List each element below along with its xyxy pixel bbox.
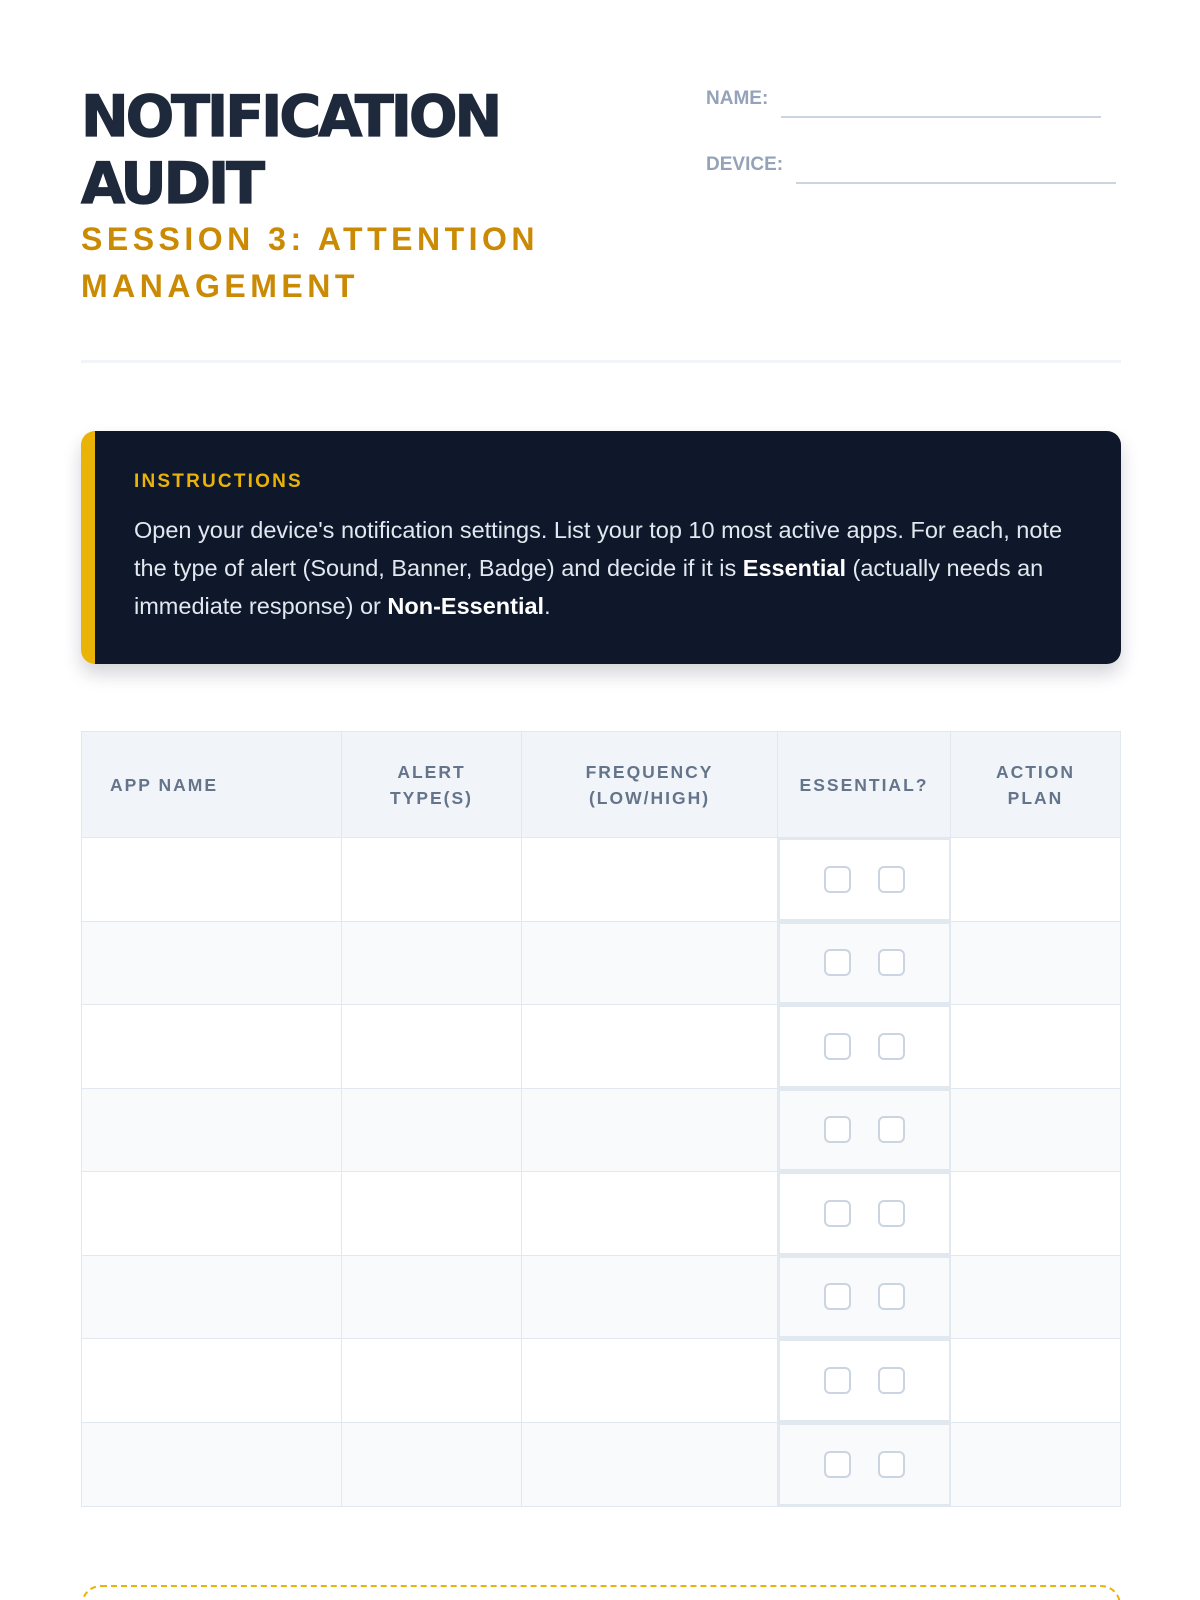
action-plan-cell[interactable] (951, 1172, 1120, 1255)
frequency-cell[interactable] (522, 1339, 778, 1422)
essential-cell (778, 1423, 951, 1507)
app-name-cell[interactable] (82, 838, 342, 921)
table-row (82, 838, 1120, 922)
essential-yes-checkbox[interactable] (824, 1116, 851, 1143)
essential-term: Essential (742, 555, 846, 581)
instructions-text-1: Open your device's notification settings. List your top 10 most active apps. For each, note the type of alert (Sound, Banner, Badge) and decide if it is (134, 517, 1063, 581)
essential-cell (778, 1256, 951, 1339)
alert-type-cell[interactable] (342, 1256, 522, 1339)
essential-no-checkbox[interactable] (878, 866, 905, 893)
header-action-plan (951, 732, 1120, 837)
header-essential (778, 732, 951, 837)
table-row (82, 1339, 1120, 1423)
alert-type-cell[interactable] (342, 1172, 522, 1255)
essential-yes-checkbox[interactable] (824, 1283, 851, 1310)
name-input-line[interactable] (781, 96, 1101, 118)
header-divider (81, 360, 1121, 363)
action-plan-cell[interactable] (951, 1089, 1120, 1172)
header-alert-line-2: TYPE(S) (389, 787, 474, 808)
action-plan-cell[interactable] (951, 922, 1120, 1005)
header-alert-line-1: ALERT (397, 761, 466, 782)
essential-no-checkbox[interactable] (878, 1200, 905, 1227)
action-plan-cell[interactable] (951, 1256, 1120, 1339)
frequency-cell[interactable] (522, 922, 778, 1005)
app-name-cell[interactable] (82, 1089, 342, 1172)
essential-cell (778, 838, 951, 921)
alert-type-cell[interactable] (342, 922, 522, 1005)
essential-no-checkbox[interactable] (878, 1283, 905, 1310)
alert-type-cell[interactable] (342, 1339, 522, 1422)
essential-yes-checkbox[interactable] (824, 1451, 851, 1478)
essential-yes-checkbox[interactable] (824, 1033, 851, 1060)
essential-no-checkbox[interactable] (878, 949, 905, 976)
essential-no-checkbox[interactable] (878, 1451, 905, 1478)
app-name-cell[interactable] (82, 1172, 342, 1255)
table-row (82, 1172, 1120, 1256)
reflection-box (81, 1585, 1121, 1600)
instructions-text-2: (actually needs an immediate response) or (134, 555, 1044, 619)
app-name-cell[interactable] (82, 1005, 342, 1088)
app-name-cell[interactable] (82, 1339, 342, 1422)
table-row (82, 1423, 1120, 1507)
alert-type-cell[interactable] (342, 838, 522, 921)
header-app-name (82, 732, 342, 837)
essential-no-checkbox[interactable] (878, 1033, 905, 1060)
title-line-2: AUDIT (81, 151, 263, 217)
non-essential-term: Non-Essential (387, 593, 545, 619)
subtitle-line-2: MANAGEMENT (81, 268, 359, 304)
essential-yes-checkbox[interactable] (824, 1367, 851, 1394)
device-input-line[interactable] (796, 162, 1116, 184)
page-title (81, 84, 601, 218)
table-row (82, 1005, 1120, 1089)
header-frequency-line-2: (LOW/HIGH) (588, 787, 711, 808)
essential-cell (778, 1005, 951, 1088)
app-name-cell[interactable] (82, 1256, 342, 1339)
essential-cell (778, 1339, 951, 1422)
frequency-cell[interactable] (522, 838, 778, 921)
frequency-cell[interactable] (522, 1256, 778, 1339)
essential-cell (778, 922, 951, 1005)
app-name-cell[interactable] (82, 1423, 342, 1507)
subtitle-line-1: SESSION 3: ATTENTION (81, 221, 540, 257)
header-frequency-line-1: FREQUENCY (585, 761, 714, 782)
frequency-cell[interactable] (522, 1089, 778, 1172)
table-header (82, 732, 1120, 838)
action-plan-cell[interactable] (951, 838, 1120, 921)
table-body (82, 838, 1120, 1506)
action-plan-cell[interactable] (951, 1423, 1120, 1507)
table-row (82, 1089, 1120, 1173)
frequency-cell[interactable] (522, 1423, 778, 1507)
header-action-line-2: PLAN (1007, 787, 1064, 808)
essential-cell (778, 1089, 951, 1172)
header-alert-type (342, 732, 522, 837)
device-label: DEVICE: (706, 154, 784, 175)
action-plan-cell[interactable] (951, 1339, 1120, 1422)
essential-cell (778, 1172, 951, 1255)
instructions-text (134, 511, 1081, 625)
page-subtitle (81, 216, 641, 310)
header-action-line-1: ACTION (995, 761, 1076, 782)
header-essential-text: ESSENTIAL? (799, 774, 929, 795)
action-plan-cell[interactable] (951, 1005, 1120, 1088)
instructions-heading: INSTRUCTIONS (134, 471, 303, 492)
title-line-1: NOTIFICATION (81, 84, 500, 150)
instructions-text-3: . (544, 593, 551, 619)
essential-no-checkbox[interactable] (878, 1116, 905, 1143)
name-field[interactable] (706, 88, 1101, 118)
essential-yes-checkbox[interactable] (824, 866, 851, 893)
essential-no-checkbox[interactable] (878, 1367, 905, 1394)
essential-yes-checkbox[interactable] (824, 949, 851, 976)
frequency-cell[interactable] (522, 1005, 778, 1088)
app-name-cell[interactable] (82, 922, 342, 1005)
instructions-panel (81, 431, 1121, 664)
audit-table (81, 731, 1121, 1507)
alert-type-cell[interactable] (342, 1005, 522, 1088)
frequency-cell[interactable] (522, 1172, 778, 1255)
essential-yes-checkbox[interactable] (824, 1200, 851, 1227)
name-label: NAME: (706, 88, 769, 109)
table-row (82, 1256, 1120, 1340)
header-app-name-text: APP NAME (110, 774, 219, 795)
header-frequency (522, 732, 778, 837)
alert-type-cell[interactable] (342, 1089, 522, 1172)
alert-type-cell[interactable] (342, 1423, 522, 1507)
table-row (82, 922, 1120, 1006)
device-field[interactable] (706, 154, 1116, 184)
